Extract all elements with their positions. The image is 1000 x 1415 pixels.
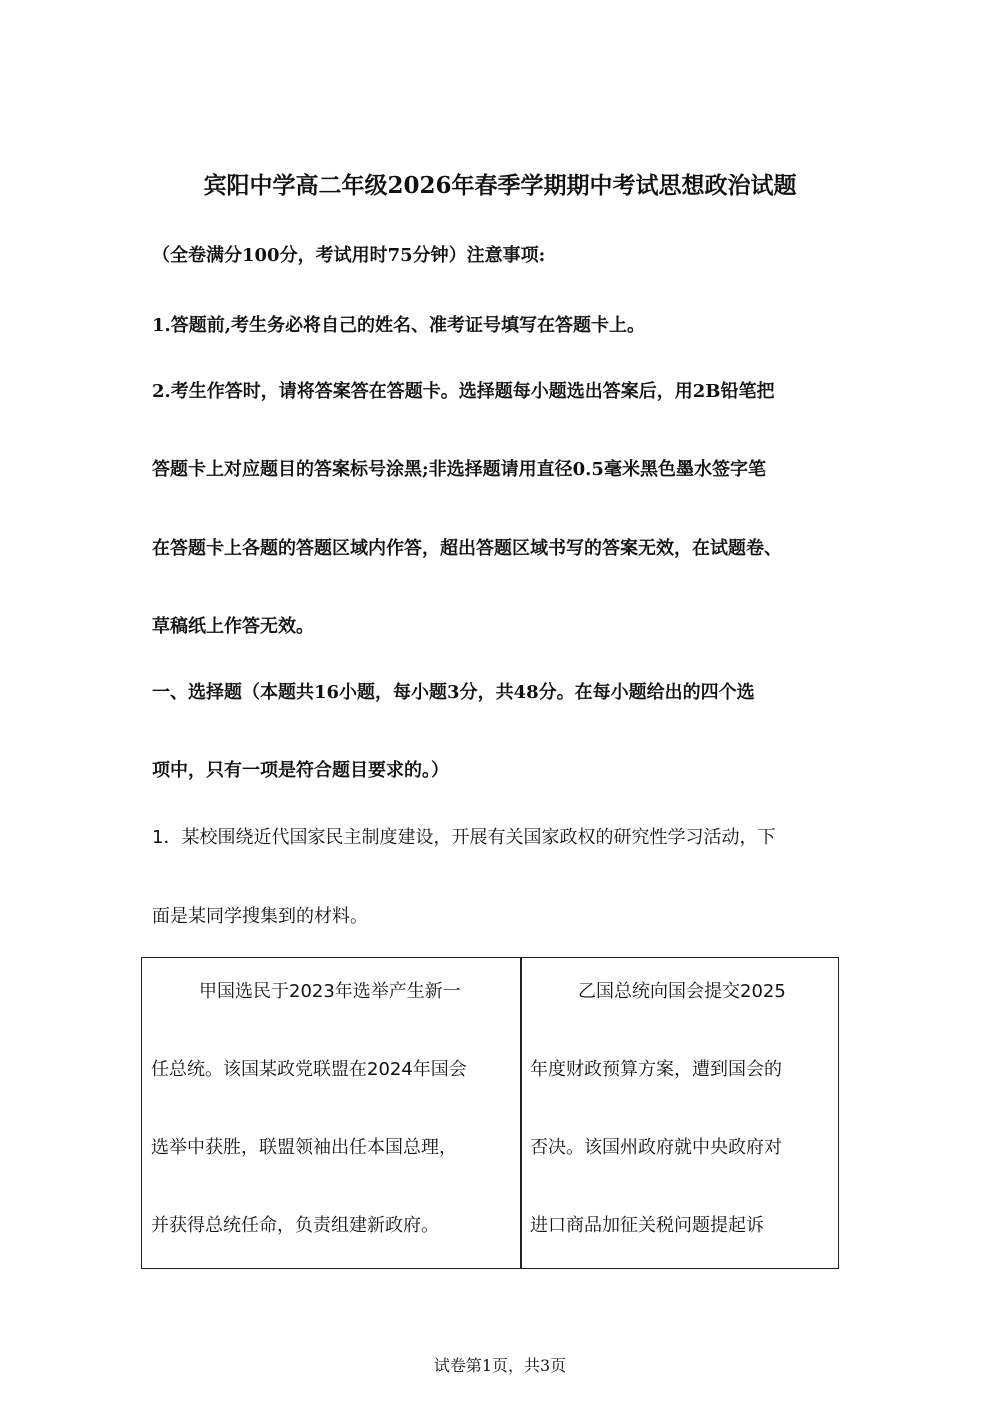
instructions-header: （全卷满分100分，考试用时75分钟）注意事项: (152, 245, 546, 266)
question-1-stem-line-1: 1．某校围绕近代国家民主制度建设，开展有关国家政权的研究性学习活动，下 (152, 827, 776, 848)
table-right-cell-line-2: 年度财政预算方案，遭到国会的 (530, 1059, 782, 1080)
table-left-cell-line-4: 并获得总统任命，负责组建新政府。 (151, 1215, 439, 1236)
instruction-item-2-line-4: 草稿纸上作答无效。 (152, 616, 314, 637)
instruction-item-1: 1.答题前,考生务必将自己的姓名、准考证号填写在答题卡上。 (152, 315, 646, 336)
instruction-item-2-line-2: 答题卡上对应题目的答案标号涂黑;非选择题请用直径0.5毫米黑色墨水签字笔 (152, 459, 766, 480)
table-column-divider (520, 958, 522, 1268)
table-left-cell-line-1: 甲国选民于2023年选举产生新一 (199, 981, 461, 1002)
table-right-cell-line-1: 乙国总统向国会提交2025 (578, 981, 786, 1002)
table-right-cell-line-4: 进口商品加征关税问题提起诉 (530, 1215, 764, 1236)
section-heading-line-2: 项中，只有一项是符合题目要求的。） (152, 760, 449, 781)
table-left-cell-line-2: 任总统。该国某政党联盟在2024年国会 (151, 1059, 467, 1080)
table-right-cell-line-3: 否决。该国州政府就中央政府对 (530, 1137, 782, 1158)
section-heading-line-1: 一、选择题（本题共16小题，每小题3分，共48分。在每小题给出的四个选 (152, 682, 755, 703)
page-footer: 试卷第1页，共3页 (433, 1356, 567, 1375)
question-1-stem-line-2: 面是某同学搜集到的材料。 (152, 906, 368, 927)
instruction-item-2-line-3: 在答题卡上各题的答题区域内作答，超出答题区域书写的答案无效，在试题卷、 (152, 538, 782, 559)
table-left-cell-line-3: 选举中获胜，联盟领袖出任本国总理， (151, 1137, 457, 1158)
material-table (141, 957, 839, 1269)
instruction-item-2-line-1: 2.考生作答时，请将答案答在答题卡。选择题每小题选出答案后，用2B铅笔把 (152, 381, 775, 402)
page-title: 宾阳中学高二年级2026年春季学期期中考试思想政治试题 (203, 172, 797, 199)
